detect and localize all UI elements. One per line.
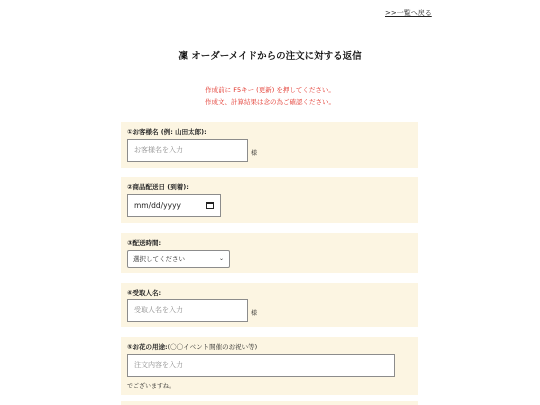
recipient-name-input[interactable]: 受取人名を入力: [127, 299, 248, 322]
flower-purpose-label: ⑤お花の用途:(〇〇イベント開催のお祝い等): [127, 343, 258, 351]
next-section: [121, 401, 418, 405]
calendar-icon[interactable]: [206, 202, 214, 209]
customer-name-suffix: 様: [251, 150, 258, 157]
notice-confirm: 作成文、計算結果は念の為ご確認ください。: [205, 98, 335, 106]
page-title: 凜 オーダーメイドからの注文に対する返信: [178, 51, 362, 62]
notice-refresh: 作成前に F5キー (更新) を押してください。: [205, 86, 335, 94]
back-to-list-link[interactable]: >>一覧へ戻る: [385, 9, 432, 17]
chevron-down-icon: ⌄: [218, 255, 224, 262]
delivery-time-section: [121, 233, 418, 273]
flower-purpose-section: [121, 337, 418, 395]
customer-name-input[interactable]: お客様名を入力: [127, 139, 248, 162]
flower-purpose-hint: (〇〇イベント開催のお祝い等): [167, 343, 258, 351]
recipient-name-section: [121, 283, 418, 327]
recipient-name-suffix: 様: [251, 310, 258, 317]
delivery-date-label: ②商品配送日 (到着):: [127, 183, 189, 191]
delivery-time-label: ③配送時間:: [127, 239, 162, 247]
flower-purpose-suffix: でございますね。: [127, 383, 176, 390]
delivery-time-selected: 選択してください: [133, 255, 185, 263]
recipient-name-label: ④受取人名:: [127, 289, 162, 297]
delivery-date-input[interactable]: [127, 194, 221, 217]
delivery-date-value: mm/dd/yyyy: [134, 201, 181, 210]
customer-name-label: ①お客様名 (例: 山田太郎):: [127, 128, 207, 136]
delivery-date-section: [121, 177, 418, 223]
customer-name-section: [121, 122, 418, 168]
delivery-time-select[interactable]: [127, 250, 230, 268]
flower-purpose-input[interactable]: 注文内容を入力: [127, 354, 395, 377]
